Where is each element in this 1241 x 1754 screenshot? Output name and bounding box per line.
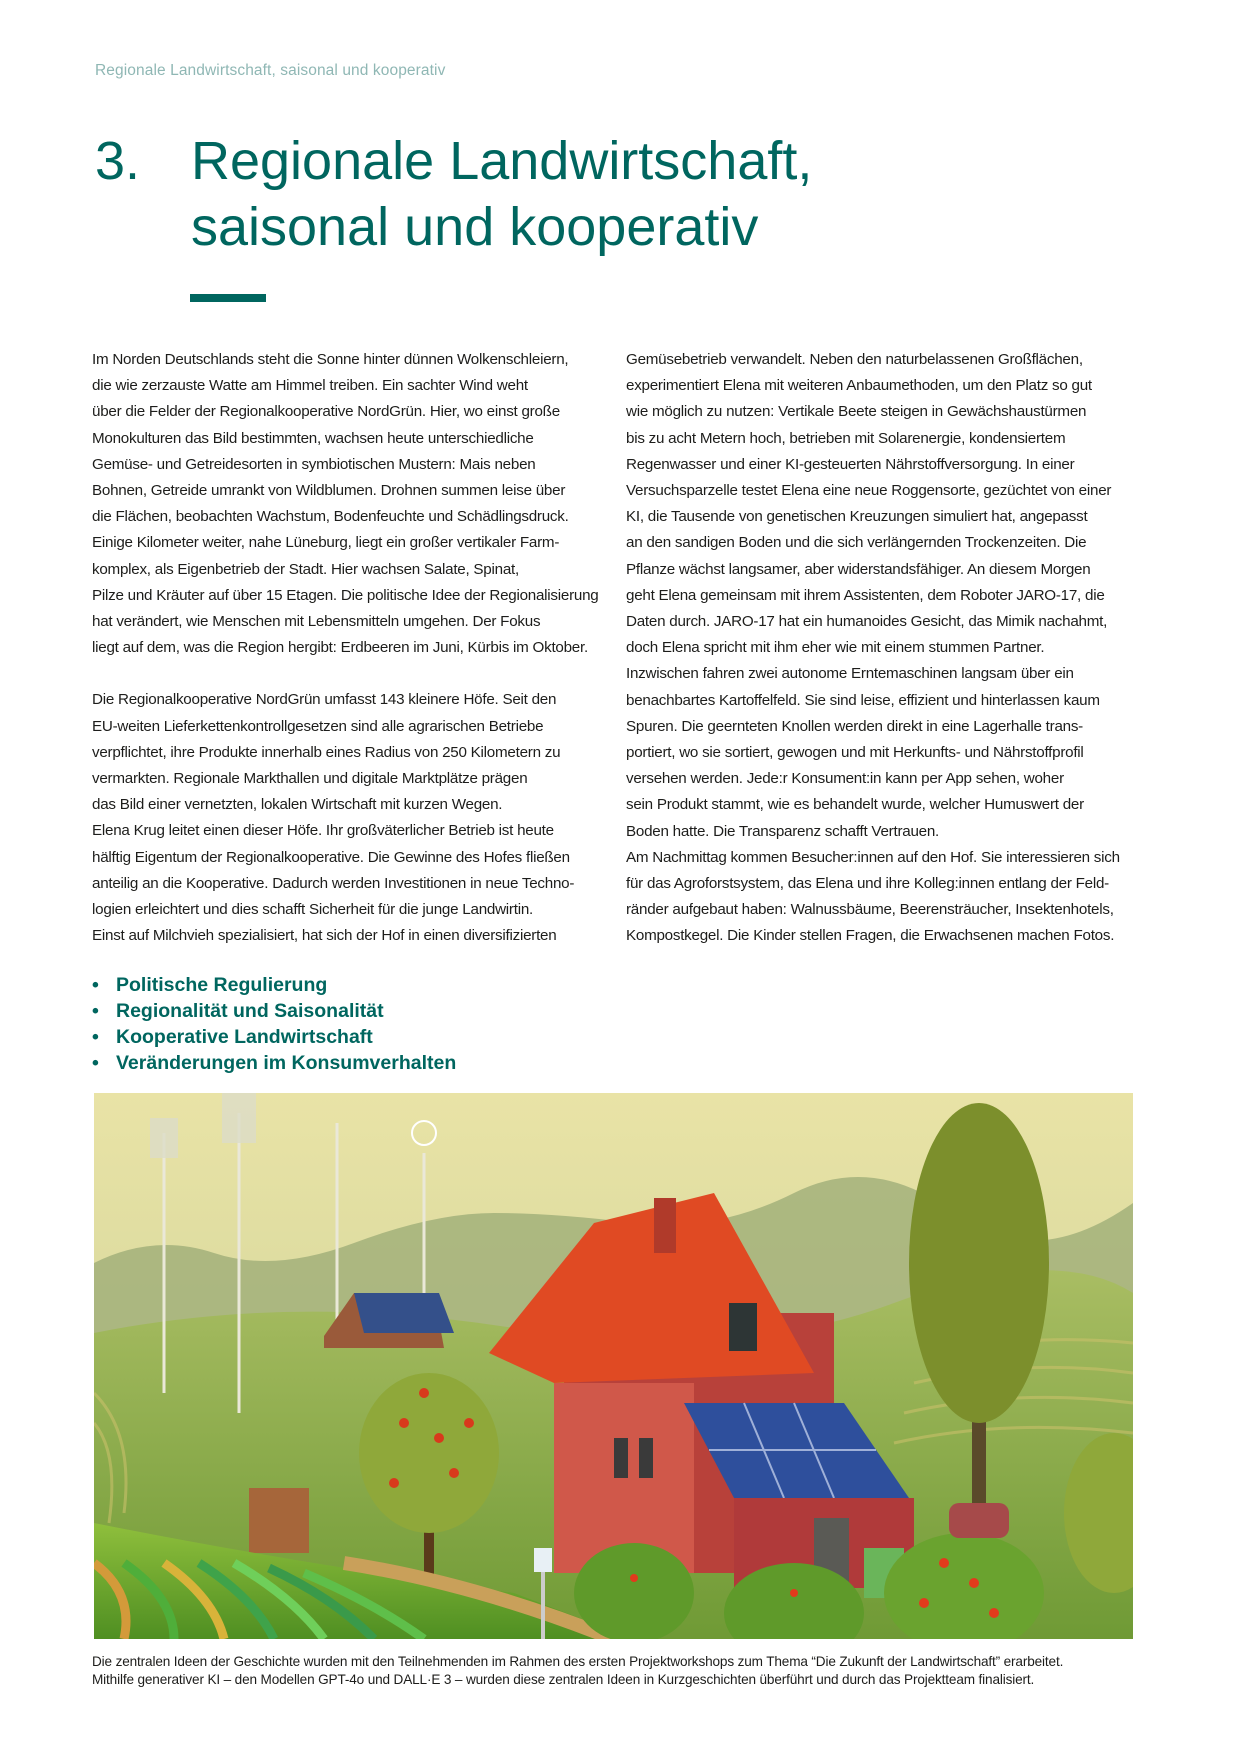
caption-line: Mithilfe generativer KI – den Modellen GPT-4o und DALL·E 3 – wurden diese zentralen Ideen in Kurzgeschichten überführt und durch das Projektteam finalisiert.	[92, 1672, 1035, 1687]
text-line: Regenwasser und einer KI-gesteuerten Nährstoffversorgung. In einer	[626, 455, 1075, 473]
text-line: über die Felder der Regionalkooperative NordGrün. Hier, wo einst große	[92, 403, 560, 421]
text-line: liegt auf dem, was die Region hergibt: Erdbeeren im Juni, Kürbis im Oktober.	[92, 639, 588, 657]
text-line: sein Produkt stammt, wie es behandelt wurde, welcher Humuswert der	[626, 796, 1084, 814]
text-line: Elena Krug leitet einen dieser Höfe. Ihr großväterlicher Betrieb ist heute	[92, 822, 554, 840]
cell-tower-antenna	[222, 1093, 256, 1143]
bullet-icon: •	[92, 974, 99, 996]
chapter-number: 3.	[95, 131, 141, 191]
text-line: doch Elena spricht mit ihm eher wie mit einem stummen Partner.	[626, 639, 1045, 657]
text-line: an den sandigen Boden und die sich verlängernden Trockenzeiten. Die	[626, 534, 1087, 552]
text-line: logien erleichtert und dies schafft Sicherheit für die junge Landwirtin.	[92, 901, 533, 919]
text-line: Pilze und Kräuter auf über 15 Etagen. Die politische Idee der Regionalisierung	[92, 586, 599, 604]
text-line: Gemüse- und Getreidesorten in symbiotischen Mustern: Mais neben	[92, 455, 536, 473]
text-line: versehen werden. Jede:r Konsument:in kann per App sehen, woher	[626, 770, 1064, 788]
key-topic-item: • Politische Regulierung	[92, 974, 328, 996]
text-line: Spuren. Die geernteten Knollen werden direkt in eine Lagerhalle trans-	[626, 717, 1083, 735]
key-topics-list	[92, 972, 456, 1076]
text-line: hälftig Eigentum der Regionalkooperative. Die Gewinne des Hofes fließen	[92, 848, 570, 866]
caption-line: Die zentralen Ideen der Geschichte wurden mit den Teilnehmenden im Rahmen des ersten Projektworkshops zum Thema “Die Zukunft der Landwirtschaft” erarbeitet.	[92, 1654, 1064, 1669]
body-column-left	[92, 347, 612, 949]
text-line: hat verändert, wie Menschen mit Lebensmitteln umgehen. Der Fokus	[92, 613, 541, 631]
bullet-icon: •	[92, 1026, 99, 1048]
soil-sensor	[534, 1548, 552, 1572]
bullet-icon: •	[92, 1000, 99, 1022]
text-line: experimentiert Elena mit weiteren Anbaumethoden, um den Platz so gut	[626, 377, 1092, 395]
running-header: Regionale Landwirtschaft, saisonal und kooperativ	[95, 62, 446, 79]
paragraph-2	[92, 687, 612, 949]
text-line: Pflanze wächst langsamer, aber widerstandsfähiger. An diesem Morgen	[626, 560, 1091, 578]
text-line: verpflichtet, ihre Produkte innerhalb eines Radius von 250 Kilometern zu	[92, 743, 561, 761]
text-line: KI, die Tausende von genetischen Kreuzungen simuliert hat, angepasst	[626, 508, 1088, 526]
text-line: vermarkten. Regionale Markthallen und digitale Marktplätze prägen	[92, 770, 528, 788]
key-topic-item: • Veränderungen im Konsumverhalten	[92, 1052, 457, 1074]
paragraph-gap	[92, 661, 612, 687]
text-line: Versuchsparzelle testet Elena eine neue Roggensorte, gezüchtet von einer	[626, 482, 1112, 500]
red-car	[949, 1503, 1009, 1538]
apple-tree	[359, 1373, 499, 1533]
solar-panel-shed	[354, 1293, 454, 1333]
bullet-icon: •	[92, 1052, 99, 1074]
text-line: Im Norden Deutschlands steht die Sonne hinter dünnen Wolkenschleiern,	[92, 351, 569, 368]
farm-wagon	[249, 1488, 309, 1553]
text-line: Die Regionalkooperative NordGrün umfasst 143 kleinere Höfe. Seit den	[92, 691, 557, 709]
text-line: Einst auf Milchvieh spezialisiert, hat sich der Hof in einen diversifizierten	[92, 927, 557, 945]
text-line: Boden hatte. Die Transparenz schafft Vertrauen.	[626, 822, 940, 840]
text-line: Am Nachmittag kommen Besucher:innen auf den Hof. Sie interessieren sich	[626, 848, 1120, 866]
text-line: Einige Kilometer weiter, nahe Lüneburg, liegt ein großer vertikaler Farm-	[92, 534, 560, 552]
key-topic-item: • Kooperative Landwirtschaft	[92, 1026, 373, 1048]
text-line: EU-weiten Lieferkettenkontrollgesetzen sind alle agrarischen Betriebe	[92, 717, 544, 735]
farmhouse-illustration	[94, 1093, 1133, 1639]
key-topic-item: • Regionalität und Saisonalität	[92, 1000, 384, 1022]
text-line: die Flächen, beobachten Wachstum, Bodenfeuchte und Schädlingsdruck.	[92, 508, 569, 526]
poplar-tree	[909, 1103, 1049, 1423]
text-line: Daten durch. JARO-17 hat ein humanoides Gesicht, das Mimik nachahmt,	[626, 613, 1108, 631]
text-line: anteilig an die Kooperative. Dadurch werden Investitionen in neue Techno-	[92, 874, 575, 892]
text-line: das Bild einer vernetzten, lokalen Wirtschaft mit kurzen Wegen.	[92, 796, 503, 814]
text-line: ränder aufgebaut haben: Walnussbäume, Beerensträucher, Insektenhotels,	[626, 901, 1114, 919]
paragraph-3	[626, 347, 1146, 950]
text-line: komplex, als Eigenbetrieb der Stadt. Hier wachsen Salate, Spinat,	[92, 560, 519, 578]
berry-bush	[574, 1543, 694, 1639]
chapter-title-line: saisonal und kooperativ	[191, 197, 759, 257]
text-line: portiert, wo sie sortiert, gewogen und mit Herkunfts- und Nährstoffprofil	[626, 744, 1084, 762]
cell-tower-antenna	[150, 1118, 178, 1158]
text-line: benachbartes Kartoffelfeld. Sie sind leise, effizient und hinterlassen kaum	[626, 691, 1100, 709]
chapter-title	[191, 128, 991, 260]
text-line: bis zu acht Metern hoch, betrieben mit Solarenergie, kondensiertem	[626, 429, 1066, 447]
text-line: für das Agroforstsystem, das Elena und ihre Kolleg:innen entlang der Feld-	[626, 875, 1109, 893]
paragraph-1	[92, 347, 612, 661]
text-line: die wie zerzauste Watte am Himmel treiben. Ein sachter Wind weht	[92, 377, 528, 395]
accent-bar	[190, 294, 266, 302]
text-line: wie möglich zu nutzen: Vertikale Beete steigen in Gewächshaustürmen	[626, 403, 1087, 421]
text-line: geht Elena gemeinsam mit ihrem Assistenten, dem Roboter JARO-17, die	[626, 586, 1105, 604]
chapter-title-line: Regionale Landwirtschaft,	[191, 131, 813, 191]
text-line: Monokulturen das Bild bestimmten, wachsen heute unterschiedliche	[92, 429, 534, 447]
text-line: Inzwischen fahren zwei autonome Erntemaschinen langsam über ein	[626, 665, 1074, 683]
text-line: Kompostkegel. Die Kinder stellen Fragen, die Erwachsenen machen Fotos.	[626, 927, 1115, 945]
body-column-right	[626, 347, 1146, 950]
figure-caption	[92, 1653, 1063, 1689]
text-line: Bohnen, Getreide umrankt von Wildblumen. Drohnen summen leise über	[92, 482, 566, 500]
text-line: Gemüsebetrieb verwandelt. Neben den naturbelassenen Großflächen,	[626, 351, 1083, 368]
